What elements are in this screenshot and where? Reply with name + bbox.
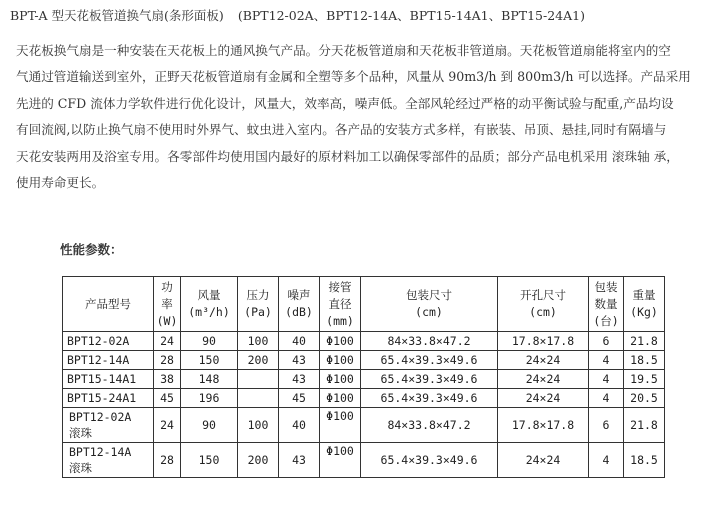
cell-cutout: 24×24 [498, 370, 589, 389]
title-text: BPT-A 型天花板管道换气扇(条形面板) [10, 8, 224, 23]
title-models: (BPT12-02A、BPT12-14A、BPT15-14A1、BPT15-24A1) [237, 8, 585, 23]
col-duct-label: 直径 [328, 296, 352, 311]
cell-pressure: 200 [238, 443, 279, 478]
table-row [63, 389, 665, 408]
cell-model [63, 408, 154, 443]
cell-cutout: 17.8×17.8 [498, 332, 589, 351]
cell-pressure: 100 [238, 408, 279, 443]
cell-model-line2: 滚珠 [69, 461, 92, 475]
cell-power: 38 [154, 370, 181, 389]
cell-weight: 19.5 [624, 370, 665, 389]
col-noise [279, 277, 320, 332]
cell-noise: 40 [279, 408, 320, 443]
col-power-label: 率 [161, 296, 173, 311]
cell-qty: 4 [589, 370, 624, 389]
intro-line: 先进的 CFD 流体力学软件进行优化设计，风量大，效率高，噪声低。全部风轮经过严格的动平衡试验与配重,产品均设 [16, 95, 674, 111]
cell-duct: Φ100 [320, 408, 361, 443]
cell-power: 45 [154, 389, 181, 408]
cell-model: BPT12-02A [63, 332, 154, 351]
cell-cutout: 24×24 [498, 351, 589, 370]
page-title [10, 6, 585, 24]
cell-weight: 21.8 [624, 332, 665, 351]
cell-model [63, 443, 154, 478]
col-pressure [238, 277, 279, 332]
table-header-row [63, 277, 665, 332]
col-package-label: 包装尺寸 [406, 288, 452, 302]
cell-qty: 4 [589, 389, 624, 408]
col-qty-label: 包装 [594, 279, 618, 294]
spec-table [62, 276, 665, 478]
col-weight-unit: (Kg) [630, 305, 658, 319]
cell-cutout: 24×24 [498, 443, 589, 478]
col-duct [320, 277, 361, 332]
intro-line: 使用寿命更长。 [16, 174, 105, 190]
col-pressure-unit: (Pa) [244, 305, 272, 319]
table-row [63, 332, 665, 351]
cell-noise: 43 [279, 351, 320, 370]
cell-package: 84×33.8×47.2 [361, 408, 498, 443]
col-cutout [498, 277, 589, 332]
cell-package: 84×33.8×47.2 [361, 332, 498, 351]
cell-airflow: 148 [181, 370, 238, 389]
col-pressure-label: 压力 [246, 288, 270, 302]
intro-line: 天花板换气扇是一种安装在天花板上的通风换气产品。分天花板管道扇和天花板非管道扇。天花板管道扇能将室内的空 [16, 43, 671, 58]
col-weight-label: 重量 [632, 288, 656, 302]
cell-model-line2: 滚珠 [69, 426, 92, 440]
intro-line: 气通过管道输送到室外，正野天花板管道扇有金属和全塑等多个品种，风量从 90m3/h 到 800m3/h 可以选择。产品采用 [16, 69, 691, 85]
table-row [63, 370, 665, 389]
intro-line: 天花安装两用及浴室专用。各零部件均使用国内最好的原材料加工以确保零部件的品质；部分产品电机采用 滚珠轴 承， [16, 148, 679, 164]
cell-pressure [238, 370, 279, 389]
cell-qty: 6 [589, 332, 624, 351]
col-qty-label: 数量 [594, 296, 618, 311]
params-label: 性能参数： [60, 242, 123, 257]
cell-weight: 21.8 [624, 408, 665, 443]
cell-airflow: 90 [181, 408, 238, 443]
col-noise-unit: (dB) [285, 305, 313, 319]
cell-airflow: 150 [181, 351, 238, 370]
cell-pressure: 200 [238, 351, 279, 370]
cell-noise: 40 [279, 332, 320, 351]
col-weight [624, 277, 665, 332]
cell-power: 28 [154, 351, 181, 370]
cell-duct: Φ100 [320, 389, 361, 408]
cell-duct: Φ100 [320, 351, 361, 370]
cell-qty: 6 [589, 408, 624, 443]
col-model-label: 产品型号 [85, 296, 131, 311]
cell-cutout: 17.8×17.8 [498, 408, 589, 443]
col-airflow-unit: (m³/h) [188, 305, 230, 319]
col-power-label: 功 [161, 279, 173, 294]
cell-pressure [238, 389, 279, 408]
cell-noise: 45 [279, 389, 320, 408]
cell-pressure: 100 [238, 332, 279, 351]
cell-airflow: 150 [181, 443, 238, 478]
col-cutout-label: 开孔尺寸 [520, 288, 566, 302]
col-airflow [181, 277, 238, 332]
cell-model-line1: BPT12-14A [69, 445, 132, 459]
cell-package: 65.4×39.3×49.6 [361, 443, 498, 478]
cell-power: 24 [154, 332, 181, 351]
col-qty [589, 277, 624, 332]
cell-duct: Φ100 [320, 370, 361, 389]
col-model [63, 277, 154, 332]
col-duct-unit: (mm) [326, 313, 354, 328]
table-row [63, 408, 665, 443]
col-duct-label: 接管 [328, 279, 352, 294]
col-power [154, 277, 181, 332]
cell-qty: 4 [589, 443, 624, 478]
intro-paragraph [16, 38, 708, 196]
table-row [63, 443, 665, 478]
intro-line: 有回流阀,以防止换气扇不使用时外界气、蚊虫进入室内。各产品的安装方式多样，有嵌装、吊顶、悬挂,同时有隔墙与 [16, 122, 667, 138]
cell-power: 24 [154, 408, 181, 443]
cell-package: 65.4×39.3×49.6 [361, 389, 498, 408]
cell-duct: Φ100 [320, 332, 361, 351]
cell-model: BPT15-24A1 [63, 389, 154, 408]
cell-weight: 18.5 [624, 351, 665, 370]
cell-model: BPT15-14A1 [63, 370, 154, 389]
cell-qty: 4 [589, 351, 624, 370]
cell-model-line1: BPT12-02A [69, 410, 132, 424]
cell-package: 65.4×39.3×49.6 [361, 351, 498, 370]
col-power-unit: (W) [156, 313, 178, 328]
cell-duct: Φ100 [320, 443, 361, 478]
col-airflow-label: 风量 [197, 288, 221, 302]
col-noise-label: 噪声 [287, 288, 311, 302]
col-package [361, 277, 498, 332]
cell-weight: 18.5 [624, 443, 665, 478]
table-row [63, 351, 665, 370]
cell-noise: 43 [279, 370, 320, 389]
cell-airflow: 196 [181, 389, 238, 408]
cell-power: 28 [154, 443, 181, 478]
cell-weight: 20.5 [624, 389, 665, 408]
col-cutout-unit: (cm) [529, 305, 557, 319]
col-package-unit: (cm) [415, 305, 443, 319]
cell-package: 65.4×39.3×49.6 [361, 370, 498, 389]
col-qty-unit: (台) [593, 313, 619, 328]
cell-airflow: 90 [181, 332, 238, 351]
cell-model: BPT12-14A [63, 351, 154, 370]
cell-noise: 43 [279, 443, 320, 478]
cell-cutout: 24×24 [498, 389, 589, 408]
